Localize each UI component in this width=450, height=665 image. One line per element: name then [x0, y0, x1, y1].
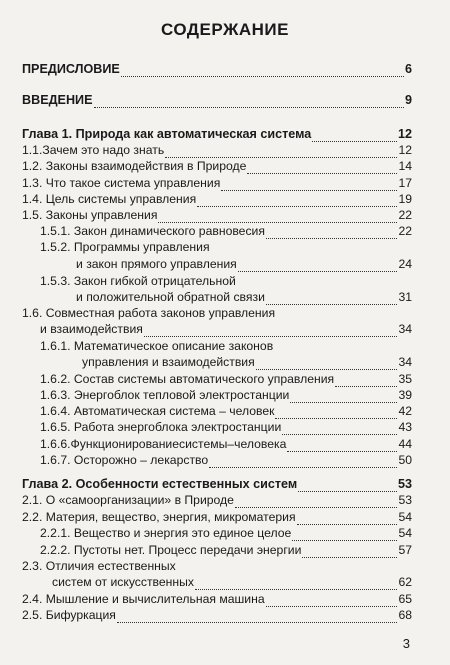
entry-label: Глава 2. Особенности естественных систем [22, 477, 298, 491]
toc-entry-2-2-1 [40, 526, 412, 541]
toc-entry-1-6-2 [40, 372, 412, 387]
entry-label: и взаимодействия [40, 322, 143, 336]
entry-label: 1.4. Цель системы управления [22, 192, 197, 206]
toc-entry-1-6-6 [40, 437, 412, 452]
dot-leader [165, 146, 397, 158]
dot-leader [197, 195, 397, 207]
toc-entry-2-3 [52, 575, 412, 590]
entry-label: ПРЕДИСЛОВИЕ [22, 62, 120, 76]
dot-leader [302, 546, 397, 558]
entry-page: 19 [398, 192, 412, 206]
entry-page: 54 [398, 510, 412, 524]
entry-label: 1.6.7. Осторожно – лекарство [40, 453, 209, 467]
entry-page: 6 [404, 62, 412, 76]
entry-page: 9 [404, 93, 412, 107]
dot-leader [298, 480, 397, 492]
toc-entry-1-4 [22, 192, 412, 207]
entry-page: 31 [398, 290, 412, 304]
entry-page: 34 [398, 355, 412, 369]
entry-page: 54 [398, 526, 412, 540]
dot-leader [235, 496, 397, 508]
entry-page: 68 [398, 608, 412, 622]
dot-leader [117, 611, 398, 623]
dot-leader [195, 578, 397, 590]
toc-entry-chapter-2 [22, 477, 412, 492]
dot-leader [144, 325, 398, 337]
dot-leader [221, 179, 397, 191]
entry-label: 2.2.1. Вещество и энергия это единое целое [40, 526, 292, 540]
toc-entry-chapter-1 [22, 127, 412, 142]
toc-entry-2-4 [22, 592, 412, 607]
entry-page: 65 [398, 592, 412, 606]
page-title: СОДЕРЖАНИЕ [161, 20, 289, 39]
entry-label: 1.6.3. Энергоблок тепловой электростанции [40, 388, 290, 402]
toc-entry-1-5-2-line1: 1.5.2. Программы управления [40, 240, 210, 254]
dot-leader [256, 358, 398, 370]
entry-page: 24 [398, 257, 412, 271]
dot-leader [266, 595, 398, 607]
entry-label: управления и взаимодействия [82, 355, 255, 369]
toc-entry-1-5-3 [76, 290, 412, 305]
entry-page: 50 [398, 453, 412, 467]
dot-leader [94, 96, 404, 108]
entry-label: 1.5. Законы управления [22, 208, 158, 222]
entry-page: 17 [398, 176, 412, 190]
toc-entry-1-5-2 [76, 257, 412, 272]
entry-label: 2.5. Бифуркация [22, 608, 116, 622]
toc-entry-2-2-2 [40, 543, 412, 558]
entry-page: 22 [398, 224, 412, 238]
toc-entry-1-6-5 [40, 420, 412, 435]
dot-leader [290, 391, 397, 403]
entry-label: 1.6.4. Автоматическая система – человек [40, 404, 275, 418]
page-number: 3 [402, 636, 410, 651]
toc-entry-1-5 [22, 208, 412, 223]
entry-page: 34 [398, 322, 412, 336]
dot-leader [282, 423, 397, 435]
entry-label: 2.4. Мышление и вычислительная машина [22, 592, 265, 606]
entry-label: 1.2. Законы взаимодействия в Природе [22, 159, 247, 173]
toc-entry-1-6-7 [40, 453, 412, 468]
toc-entry-1-6-line1: 1.6. Совместная работа законов управления [22, 306, 276, 320]
toc-entry-1-5-1 [40, 224, 412, 239]
entry-label: 2.2.2. Пустоты нет. Процесс передачи энергии [40, 543, 302, 557]
dot-leader [312, 130, 397, 142]
entry-label: 1.6.2. Состав системы автоматического управления [40, 372, 335, 386]
entry-page: 39 [398, 388, 412, 402]
entry-label: 1.6.6.Функционированиесистемы–человека [40, 437, 287, 451]
entry-page: 14 [398, 159, 412, 173]
toc-entry-1-3 [22, 176, 412, 191]
entry-page: 35 [398, 372, 412, 386]
dot-leader [158, 211, 397, 223]
entry-label: 1.3. Что такое система управления [22, 176, 221, 190]
toc-entry-1-6-3 [40, 388, 412, 403]
toc-entry-1-6-1-line1: 1.6.1. Математическое описание законов [40, 339, 274, 353]
entry-page: 62 [398, 575, 412, 589]
entry-page: 12 [398, 143, 412, 157]
dot-leader [121, 65, 404, 77]
entry-page: 43 [398, 420, 412, 434]
toc-entry-1-6-1 [82, 355, 412, 370]
entry-page: 53 [398, 493, 412, 507]
toc-entry-1-6 [40, 322, 412, 337]
dot-leader [335, 375, 397, 387]
toc-entry-1-5-3-line1: 1.5.3. Закон гибкой отрицательной [40, 274, 236, 288]
toc-entry-2-3-line1: 2.3. Отличия естественных [22, 559, 176, 573]
dot-leader [266, 293, 398, 305]
entry-label: систем от искусственных [52, 575, 194, 589]
toc-entry-2-1 [22, 493, 412, 508]
toc-entry-1-6-4 [40, 404, 412, 419]
toc-entry-preface [22, 62, 412, 77]
toc-entry-2-5 [22, 608, 412, 623]
entry-page: 53 [397, 477, 412, 491]
entry-label: и положительной обратной связи [76, 290, 265, 304]
entry-page: 57 [398, 543, 412, 557]
toc-entry-intro [22, 93, 412, 108]
entry-page: 42 [398, 404, 412, 418]
dot-leader [209, 456, 397, 468]
entry-label: 2.1. О «самоорганизации» в Природе [22, 493, 234, 507]
dot-leader [238, 260, 398, 272]
entry-page: 12 [397, 127, 412, 141]
dot-leader [287, 440, 397, 452]
dot-leader [266, 227, 397, 239]
entry-label: 1.6.5. Работа энергоблока электростанции [40, 420, 282, 434]
toc-entry-1-1 [22, 143, 412, 158]
entry-label: ВВЕДЕНИЕ [22, 93, 93, 107]
dot-leader [275, 407, 397, 419]
dot-leader [292, 529, 397, 541]
dot-leader [297, 513, 398, 525]
entry-label: 2.2. Материя, вещество, энергия, микроматерия [22, 510, 296, 524]
toc-entry-2-2 [22, 510, 412, 525]
entry-label: Глава 1. Природа как автоматическая система [22, 127, 312, 141]
dot-leader [247, 162, 397, 174]
entry-label: 1.5.1. Закон динамического равновесия [40, 224, 265, 238]
entry-label: 1.1.Зачем это надо знать [22, 143, 165, 157]
entry-label: и закон прямого управления [76, 257, 237, 271]
entry-page: 22 [398, 208, 412, 222]
entry-page: 44 [398, 437, 412, 451]
toc-entry-1-2 [22, 159, 412, 174]
